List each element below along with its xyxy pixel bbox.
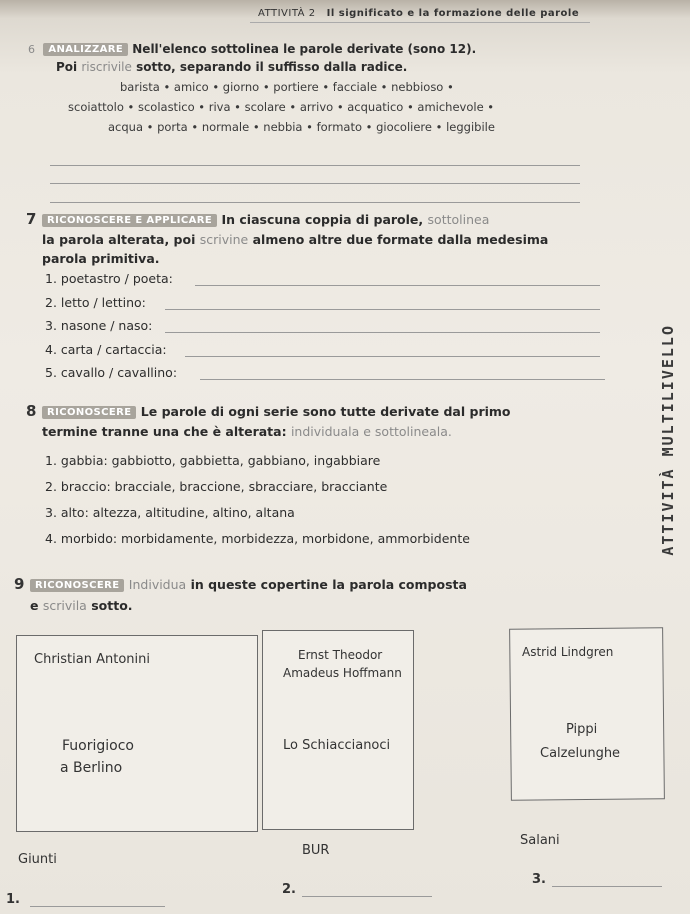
ex7-instruction-line1: RICONOSCERE E APPLICARE In ciascuna coppia di parole, sottolinea (42, 212, 489, 227)
ex6-word-row-2: scoiattolo • scolastico • riva • scolare • arrivo • acquatico • amichevole • (68, 100, 495, 114)
cover-3-title-line1: Pippi (566, 722, 598, 737)
ex8-number: 8 (26, 402, 37, 420)
ex7-answer-line-2[interactable] (165, 309, 600, 310)
ex7-answer-line-4[interactable] (185, 356, 600, 357)
ex6-answer-line[interactable] (50, 202, 580, 203)
ex8-item-3[interactable]: 3. alto: altezza, altitudine, altino, altana (45, 505, 295, 520)
cover-1-author: Christian Antonini (34, 652, 150, 667)
ex7-answer-line-3[interactable] (165, 332, 600, 333)
ex7-item-1: 1. poetastro / poeta: (45, 271, 173, 286)
ex9-tag: RICONOSCERE (30, 579, 124, 592)
cover-3-title-line2: Calzelunghe (540, 746, 621, 761)
ex6-instruction-line1: 6 ANALIZZARE Nell'elenco sottolinea le parole derivate (sono 12). (28, 42, 477, 56)
cover-2-publisher: BUR (302, 843, 330, 858)
ex7-answer-line-1[interactable] (195, 285, 600, 286)
running-header (258, 8, 579, 19)
cover-1-publisher: Giunti (18, 852, 57, 867)
ex6-tag: ANALIZZARE (43, 43, 128, 56)
ex8-item-2[interactable]: 2. braccio: bracciale, braccione, sbracciare, bracciante (45, 479, 388, 494)
ex6-answer-line[interactable] (50, 165, 580, 166)
ex8-instruction-line1: RICONOSCERE Le parole di ogni serie sono tutte derivate dal primo (42, 404, 511, 419)
ex6-answer-line[interactable] (50, 183, 580, 184)
ex8-tag: RICONOSCERE (42, 406, 136, 419)
cover-2-author-line2: Amadeus Hoffmann (283, 666, 402, 680)
ex6-word-row-3: acqua • porta • normale • nebbia • formato • giocoliere • leggibile (108, 120, 495, 134)
cover-3-publisher: Salani (520, 833, 560, 848)
header-rule (250, 22, 590, 23)
cover-2-author-line1: Ernst Theodor (298, 648, 383, 662)
ex6-instruction-line2: Poi riscrivile sotto, separando il suffisso dalla radice. (56, 60, 408, 74)
answer-2-label: 2. (282, 882, 296, 897)
ex7-item-3: 3. nasone / naso: (45, 318, 153, 333)
ex7-item-4: 4. carta / cartaccia: (45, 342, 167, 357)
answer-1-label: 1. (6, 892, 20, 907)
cover-2-title-line1: Lo Schiaccianoci (283, 738, 391, 753)
ex7-tag: RICONOSCERE E APPLICARE (42, 214, 217, 227)
ex7-answer-line-5[interactable] (200, 379, 605, 380)
answer-2-line[interactable] (302, 896, 432, 897)
ex8-item-4[interactable]: 4. morbido: morbidamente, morbidezza, morbidone, ammorbidente (45, 531, 470, 546)
header-title: Il significato e la formazione delle parole (326, 8, 580, 19)
ex9-instruction-line1: RICONOSCERE Individua in queste copertine la parola composta (30, 577, 467, 592)
cover-3-author: Astrid Lindgren (522, 645, 614, 659)
ex7-item-2: 2. letto / lettino: (45, 295, 146, 310)
cover-1-title-line1: Fuorigioco (62, 738, 134, 754)
ex7-instruction-line3: parola primitiva. (42, 251, 160, 266)
answer-1-line[interactable] (30, 906, 165, 907)
ex8-item-1[interactable]: 1. gabbia: gabbiotto, gabbietta, gabbiano, ingabbiare (45, 453, 381, 468)
ex6-word-row-1: barista • amico • giorno • portiere • facciale • nebbioso • (120, 80, 454, 94)
side-label: ATTIVITÀ MULTILIVELLO (659, 324, 677, 556)
header-activity: ATTIVITÀ 2 (258, 8, 316, 19)
answer-3-label: 3. (532, 872, 546, 887)
ex7-instruction-line2: la parola alterata, poi scrivine almeno altre due formate dalla medesima (42, 232, 549, 247)
ex9-instruction-line2: e scrivila sotto. (30, 598, 133, 613)
ex7-item-5: 5. cavallo / cavallino: (45, 365, 178, 380)
cover-1-title-line2: a Berlino (60, 760, 123, 776)
answer-3-line[interactable] (552, 886, 662, 887)
ex9-number: 9 (14, 575, 25, 593)
ex8-instruction-line2: termine tranne una che è alterata: individuala e sottolineala. (42, 424, 452, 439)
ex7-number: 7 (26, 210, 37, 228)
